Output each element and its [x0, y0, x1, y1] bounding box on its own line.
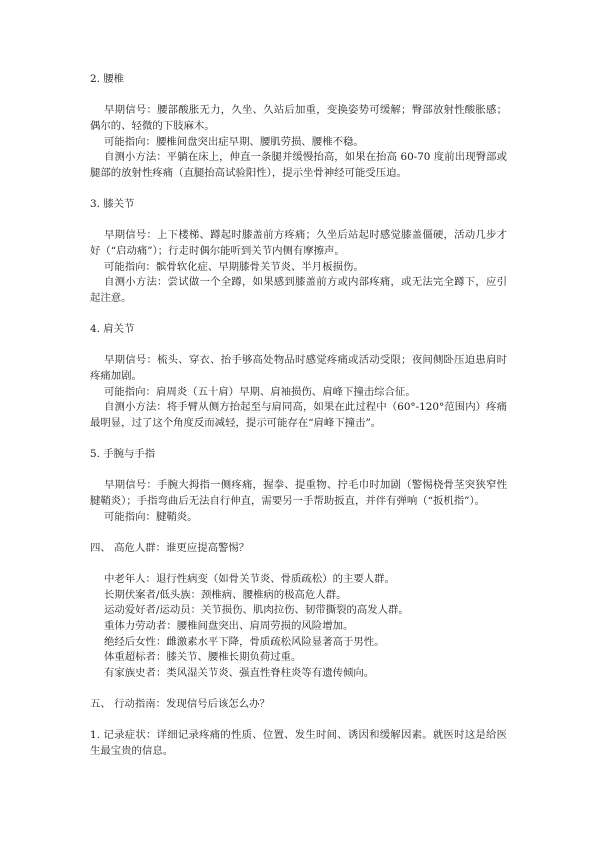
- self-test-text: 自测小方法：平躺在床上，伸直一条腿并缓慢抬高，如果在抬高 60-70 度前出现臀部或腿部的放射性疼痛（直腿抬高试验阳性），提示坐骨神经可能受压迫。: [90, 151, 507, 179]
- early-signs-text: 早期信号：腰部酸胀无力，久坐、久站后加重，变换姿势可缓解；臀部放射性酸胀感；偶尔的、轻微的下肢麻木。: [90, 104, 507, 132]
- section-heading: 四、 高危人群：谁更应提高警惕？: [90, 541, 250, 554]
- possible-causes-text: 可能指向：腰椎间盘突出症早期、腰肌劳损、腰椎不稳。: [104, 135, 364, 148]
- risk-group-item: 长期伏案者/低头族：颈椎病、腰椎病的极高危人群。: [104, 588, 347, 601]
- early-signs-text: 早期信号：梳头、穿衣、抬手够高处物品时感觉疼痛或活动受限；夜间侧卧压迫患肩时疼痛加剧。: [90, 354, 507, 382]
- section-heading: 五、 行动指南：发现信号后该怎么办？: [90, 698, 270, 710]
- possible-causes-text: 可能指向：肩周炎（五十肩）早期、肩袖损伤、肩峰下撞击综合征。: [104, 385, 416, 398]
- section-shoulder: [90, 322, 507, 431]
- section-heading: 2. 腰椎: [90, 73, 124, 85]
- action-step-text: 1. 记录症状：详细记录疼痛的性质、位置、发生时间、诱因和缓解因素。就医时这是给医生最宝贵的信息。: [90, 729, 507, 757]
- risk-group-item: 绝经后女性：雌激素水平下降，骨质疏松风险显著高于男性。: [104, 635, 385, 648]
- risk-group-item: 中老年人：退行性病变（如骨关节炎、骨质疏松）的主要人群。: [104, 573, 395, 585]
- early-signs-text: 早期信号：手腕大拇指一侧疼痛，握拳、提重物、拧毛巾时加剧（警惕桡骨茎突狭窄性腱鞘炎）；手指弯曲后无法自行伸直，需要另一手帮助扳直，并伴有弹响（“扳机指”）。: [90, 479, 507, 507]
- section-knee: [90, 197, 507, 306]
- self-test-text: 自测小方法：尝试做一个全蹲，如果感到膝盖前方或内部疼痛，或无法完全蹲下，应引起注意。: [90, 276, 507, 304]
- section-heading: 4. 肩关节: [90, 323, 135, 335]
- possible-causes-text: 可能指向：髌骨软化症、早期膝骨关节炎、半月板损伤。: [104, 260, 364, 273]
- risk-group-item: 重体力劳动者：腰椎间盘突出、肩周劳损的风险增加。: [104, 619, 354, 632]
- section-action-guide: [90, 697, 507, 760]
- self-test-text: 自测小方法：将手臂从侧方抬起至与肩同高，如果在此过程中（60°-120°范围内）疼痛最明显，过了这个角度反而减轻，提示可能存在“肩峰下撞击”。: [90, 401, 507, 429]
- early-signs-text: 早期信号：上下楼梯、蹲起时膝盖前方疼痛；久坐后站起时感觉膝盖僵硬，活动几步才好（“启动痛”）；行走时偶尔能听到关节内侧有摩擦声。: [90, 229, 507, 257]
- risk-group-item: 运动爱好者/运动员：关节损伤、肌肉拉伤、韧带撕裂的高发人群。: [104, 604, 409, 617]
- section-heading: 3. 膝关节: [90, 198, 135, 210]
- section-lumbar-spine: [90, 72, 507, 181]
- section-heading: 5. 手腕与手指: [90, 448, 156, 460]
- possible-causes-text: 可能指向：腱鞘炎。: [104, 510, 198, 523]
- risk-group-item: 体重超标者：膝关节、腰椎长期负荷过重。: [104, 651, 302, 664]
- section-wrist-fingers: [90, 447, 507, 525]
- section-high-risk-groups: [90, 541, 507, 682]
- document-body: [90, 72, 507, 760]
- risk-group-item: 有家族史者：类风湿关节炎、强直性脊柱炎等有遗传倾向。: [104, 666, 375, 679]
